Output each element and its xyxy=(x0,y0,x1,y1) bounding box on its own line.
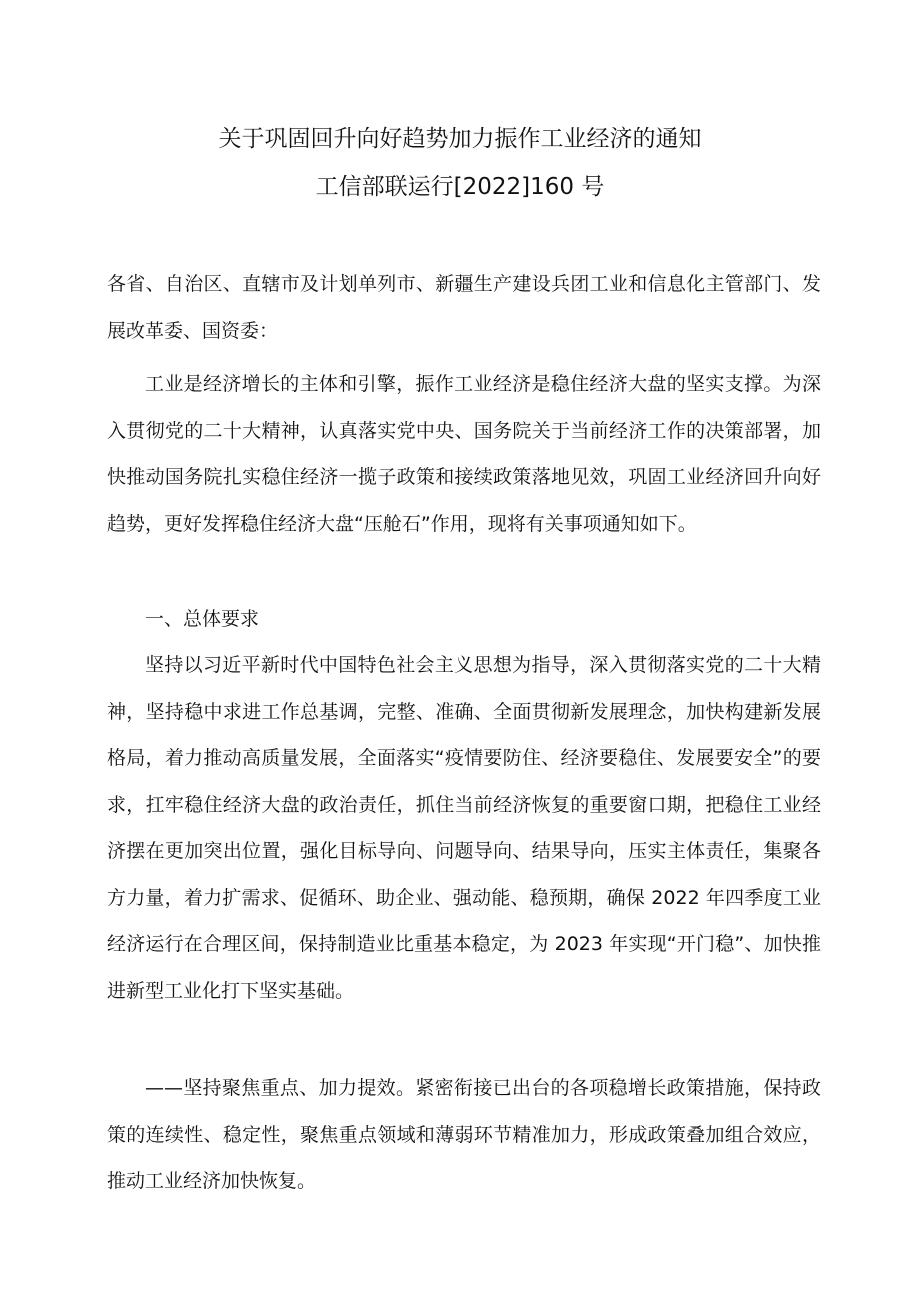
section-heading: 一、总体要求 xyxy=(145,608,260,630)
document-number: 工信部联运行[2022]160 号 xyxy=(315,174,605,200)
addressee-paragraph: 各省、自治区、直辖市及计划单列市、新疆生产建设兵团工业和信息化主管部门、发展改革委、国资委： xyxy=(107,273,821,342)
document-title: 关于巩固回升向好趋势加力振作工业经济的通知 xyxy=(218,126,702,152)
intro-paragraph: 工业是经济增长的主体和引擎，振作工业经济是稳住经济大盘的坚实支撑。为深入贯彻党的二十大精神，认真落实党中央、国务院关于当前经济工作的决策部署，加快推动国务院扎实稳住经济一揽子政策和接续政策落地见效，巩固工业经济回升向好趋势，更好发挥稳住经济大盘“压舱石”作用，现将有关事项通知如下。 xyxy=(107,373,821,535)
principle-paragraph: ——坚持聚焦重点、加力提效。紧密衔接已出台的各项稳增长政策措施，保持政策的连续性、稳定性，聚焦重点领域和薄弱环节精准加力，形成政策叠加组合效应，推动工业经济加快恢复。 xyxy=(107,1077,821,1192)
section-paragraph: 坚持以习近平新时代中国特色社会主义思想为指导，深入贯彻落实党的二十大精神，坚持稳中求进工作总基调，完整、准确、全面贯彻新发展理念，加快构建新发展格局，着力推动高质量发展，全面落实“疫情要防住、经济要稳住、发展要安全”的要求，扛牢稳住经济大盘的政治责任，抓住当前经济恢复的重要窗口期，把稳住工业经济摆在更加突出位置，强化目标导向、问题导向、结果导向，压实主体责任，集聚各方力量，着力扩需求、促循环、助企业、强动能、稳预期，确保 2022 年四季度工业经济运行在合理区间，保持制造业比重基本稳定，为 2023 年实现“开门稳”、加快推进新型工业化打下坚实基础。 xyxy=(107,654,821,1002)
